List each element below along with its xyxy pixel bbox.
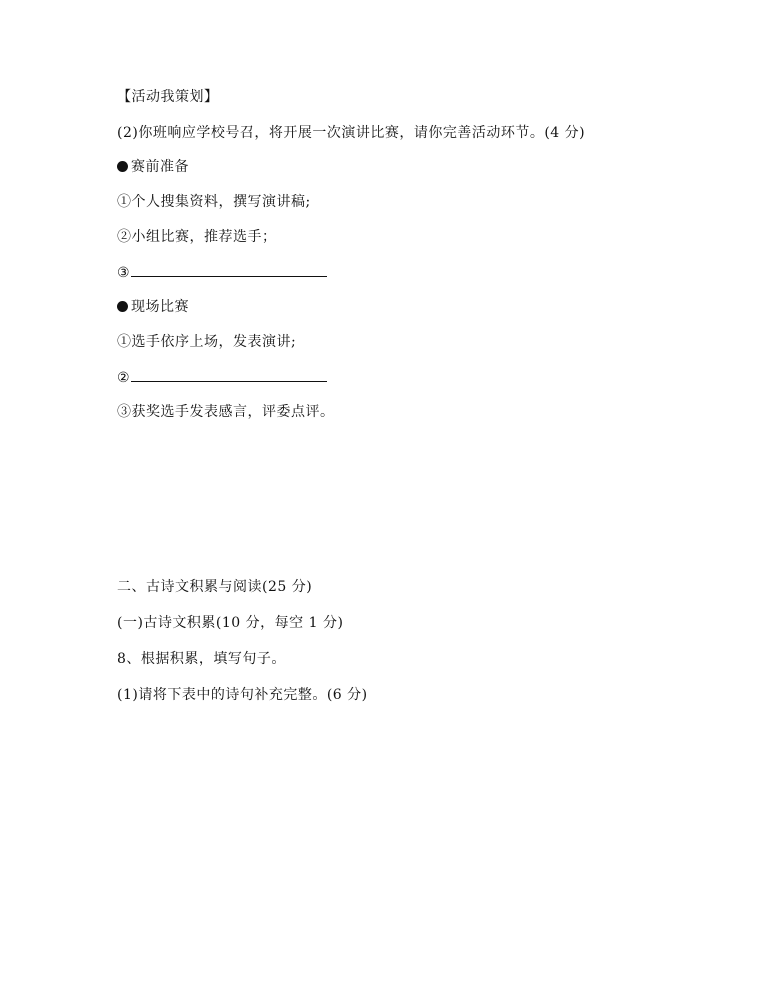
pre-contest-step-2: ②小组比赛，推荐选手； xyxy=(117,229,277,245)
activity-question: (2)你班响应学校号召，将开展一次演讲比赛，请你完善活动环节。(4 分) xyxy=(117,125,586,141)
answer-blank[interactable] xyxy=(131,262,327,277)
live-contest-step-1: ①选手依序上场，发表演讲; xyxy=(117,334,297,350)
bullet-icon xyxy=(117,161,128,172)
question-8-1: (1)请将下表中的诗句补充完整。(6 分) xyxy=(117,687,368,703)
live-contest-title: 现场比赛 xyxy=(131,299,189,315)
live-contest-step-2-marker: ② xyxy=(117,370,131,386)
pre-contest-step-3-marker: ③ xyxy=(117,265,131,281)
poetry-section-heading: 二、古诗文积累与阅读(25 分) xyxy=(117,579,313,595)
pre-contest-step-1: ①个人搜集资料，撰写演讲稿; xyxy=(117,194,311,210)
answer-blank[interactable] xyxy=(131,367,327,382)
pre-contest-step-3-row xyxy=(117,262,327,283)
question-8: 8、根据积累，填写句子。 xyxy=(117,651,286,667)
bullet-icon xyxy=(117,301,128,312)
poetry-subheading: (一)古诗文积累(10 分，每空 1 分) xyxy=(117,615,344,631)
pre-contest-title-row xyxy=(117,157,189,177)
activity-heading: 【活动我策划】 xyxy=(117,89,219,105)
live-contest-step-3: ③获奖选手发表感言，评委点评。 xyxy=(117,404,335,420)
live-contest-title-row xyxy=(117,297,189,317)
live-contest-step-2-row xyxy=(117,367,327,388)
pre-contest-title: 赛前准备 xyxy=(131,159,189,175)
